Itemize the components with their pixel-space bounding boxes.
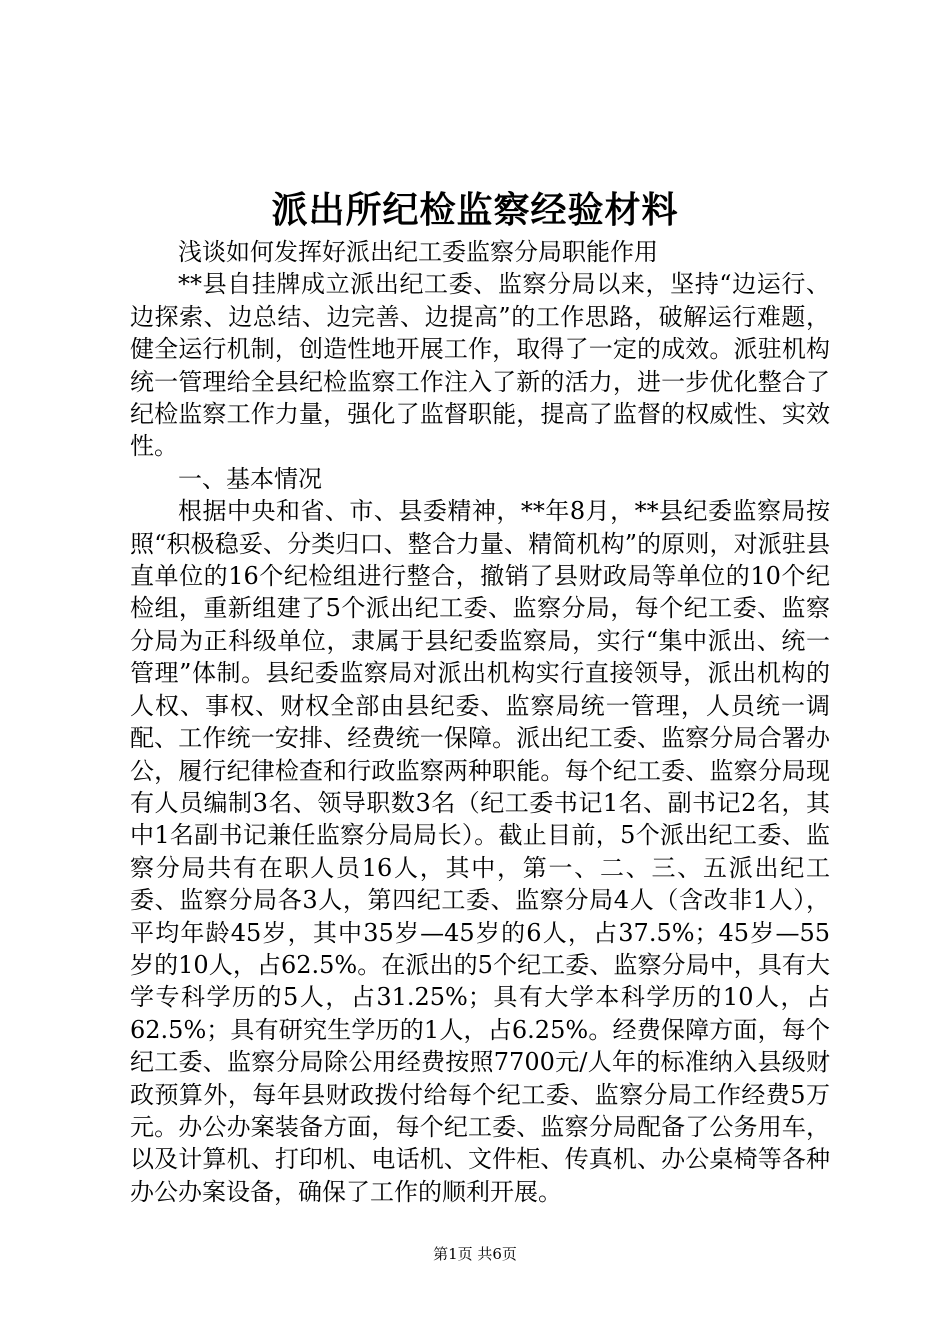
page-number: 第1页 共6页 bbox=[433, 1245, 517, 1263]
section-heading: 一、基本情况 bbox=[178, 464, 322, 493]
intro-paragraph: **县自挂牌成立派出纪工委、监察分局以来，坚持“边运行、边探索、边总结、边完善、边提高”的工作思路，破解运行难题，健全运行机制，创造性地开展工作，取得了一定的成效。派驻机构统一管理给全县纪检监察工作注入了新的活力，进一步优化整合了纪检监察工作力量，强化了监督职能，提高了监督的权威性、实效性。 bbox=[130, 270, 830, 461]
document-body bbox=[130, 236, 830, 1208]
document-title: 派出所纪检监察经验材料 bbox=[271, 189, 679, 231]
subtitle-paragraph: 浅谈如何发挥好派出纪工委监察分局职能作用 bbox=[178, 238, 658, 266]
basic-situation-paragraph: 根据中央和省、市、县委精神，**年8月，**县纪委监察局按照“积极稳妥、分类归口、整合力量、精简机构”的原则，对派驻县直单位的16个纪检组进行整合，撤销了县财政局等单位的10个纪检组，重新组建了5个派出纪工委、监察分局，每个纪工委、监察分局为正科级单位，隶属于县纪委监察局，实行“集中派出、统一管理”体制。县纪委监察局对派出机构实行直接领导，派出机构的人权、事权、财权全部由县纪委、监察局统一管理，人员统一调配、工作统一安排、经费统一保障。派出纪工委、监察分局合署办公，履行纪律检查和行政监察两种职能。每个纪工委、监察分局现有人员编制3名、领导职数3名（纪工委书记1名、副书记2名，其中1名副书记兼任监察分局局长）。截止目前，5个派出纪工委、监察分局共有在职人员16人，其中，第一、二、三、五派出纪工委、监察分局各3人，第四纪工委、监察分局4人（含改非1人），平均年龄45岁，其中35岁—45岁的6人，占37.5%；45岁—55岁的10人，占62.5%。在派出的5个纪工委、监察分局中，具有大学专科学历的5人，占31.25%；具有大学本科学历的10人，占62.5%；具有研究生学历的1人，占6.25%。经费保障方面，每个纪工委、监察分局除公用经费按照7700元/人年的标准纳入县级财政预算外，每年县财政拨付给每个纪工委、监察分局工作经费5万元。办公办案装备方面，每个纪工委、监察分局配备了公务用车，以及计算机、打印机、电话机、文件柜、传真机、办公桌椅等各种办公办案设备，确保了工作的顺利开展。 bbox=[130, 497, 830, 1206]
